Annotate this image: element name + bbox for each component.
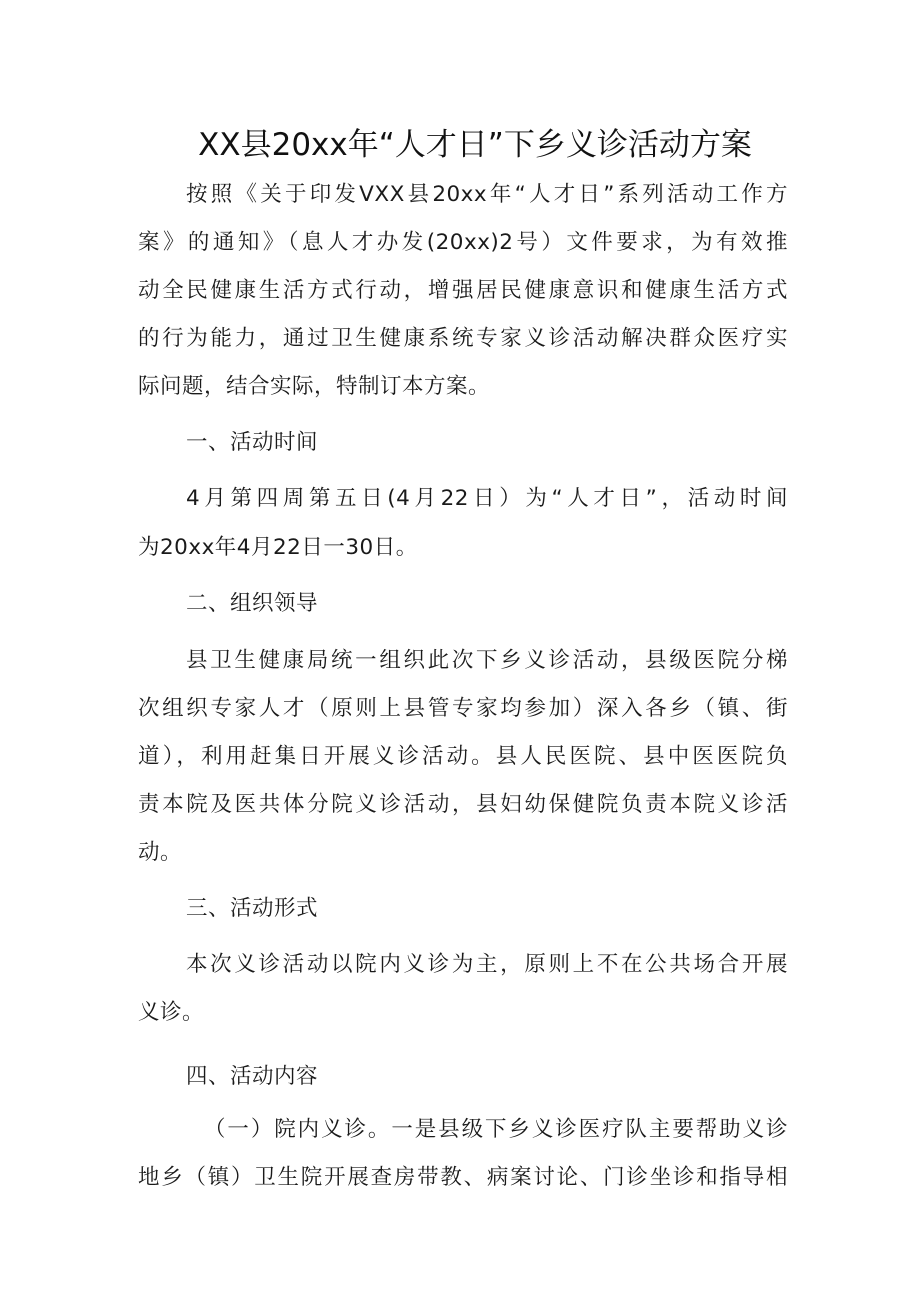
section2-line-4: 责本院及医共体分院义诊活动，县妇幼保健院负责本院义诊活 bbox=[138, 792, 788, 817]
section1-line-1: 4月第四周第五日(4月22日）为“人才日”，活动时间 bbox=[186, 486, 788, 511]
section2-line-5: 动。 bbox=[138, 840, 183, 865]
section2-line-1: 县卫生健康局统一组织此次下乡义诊活动，县级医院分梯 bbox=[186, 648, 788, 673]
intro-line-4: 的行为能力，通过卫生健康系统专家义诊活动解决群众医疗实 bbox=[138, 326, 788, 351]
section2-line-2: 次组织专家人才（原则上县管专家均参加）深入各乡（镇、街 bbox=[138, 696, 788, 721]
document-title: XX县20xx年“人才日”下乡义诊活动方案 bbox=[198, 127, 752, 163]
intro-line-1: 按照《关于印发VXX县20xx年“人才日”系列活动工作方 bbox=[186, 182, 788, 207]
section2-line-3: 道），利用赶集日开展义诊活动。县人民医院、县中医医院负 bbox=[138, 744, 788, 769]
section-heading-format: 三、活动形式 bbox=[186, 896, 319, 921]
section4-line-1: （一）院内义诊。一是县级下乡义诊医疗队主要帮助义诊 bbox=[204, 1117, 788, 1142]
intro-line-2: 案》的通知》（息人才办发(20xx)2号）文件要求，为有效推 bbox=[138, 230, 788, 255]
intro-line-3: 动全民健康生活方式行动，增强居民健康意识和健康生活方式 bbox=[138, 278, 788, 303]
intro-line-5: 际问题，结合实际，特制订本方案。 bbox=[138, 374, 491, 399]
section1-line-2: 为20xx年4月22日一30日。 bbox=[138, 535, 418, 560]
section3-line-1: 本次义诊活动以院内义诊为主，原则上不在公共场合开展 bbox=[186, 952, 788, 977]
section4-line-2: 地乡（镇）卫生院开展查房带教、病案讨论、门诊坐诊和指导相 bbox=[138, 1165, 788, 1190]
section-heading-organization: 二、组织领导 bbox=[186, 591, 319, 616]
section-heading-content: 四、活动内容 bbox=[186, 1064, 319, 1089]
section3-line-2: 义诊。 bbox=[138, 1000, 205, 1025]
section-heading-time: 一、活动时间 bbox=[186, 430, 319, 455]
